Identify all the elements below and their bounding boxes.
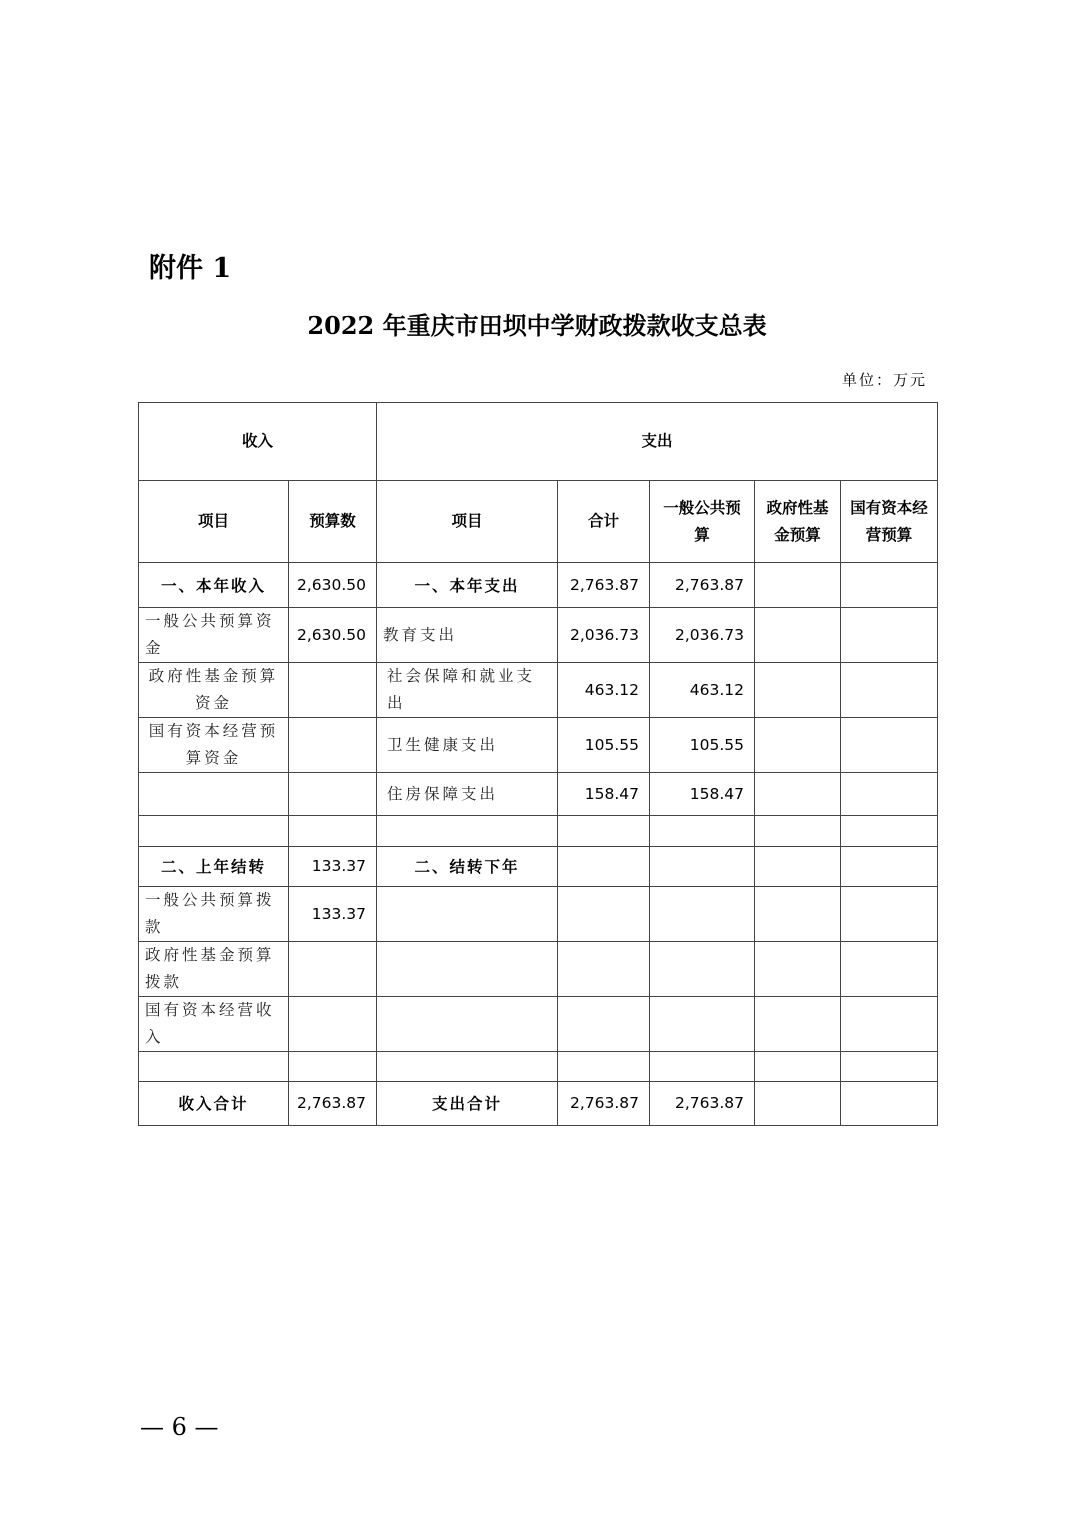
total-value bbox=[558, 997, 650, 1052]
income-value bbox=[289, 663, 377, 718]
income-value bbox=[289, 942, 377, 997]
table-row bbox=[139, 816, 938, 847]
table-row bbox=[139, 608, 938, 663]
general-value bbox=[650, 887, 755, 942]
fund-value bbox=[755, 718, 841, 773]
general-value: 2,763.87 bbox=[650, 1082, 755, 1126]
budget-table bbox=[138, 402, 938, 1126]
state-value bbox=[841, 608, 938, 663]
table-row bbox=[139, 718, 938, 773]
income-item: 国有资本经营预算资金 bbox=[139, 718, 289, 773]
total-value bbox=[558, 942, 650, 997]
income-value bbox=[289, 1052, 377, 1082]
state-value bbox=[841, 942, 938, 997]
expense-item: 住房保障支出 bbox=[377, 773, 558, 816]
fund-value bbox=[755, 997, 841, 1052]
page-number: — 6 — bbox=[140, 1413, 219, 1441]
expense-group-header: 支出 bbox=[377, 403, 938, 481]
income-total-value: 2,763.87 bbox=[289, 1082, 377, 1126]
general-value bbox=[650, 1052, 755, 1082]
totals-row bbox=[139, 1082, 938, 1126]
fund-value bbox=[755, 773, 841, 816]
expense-item bbox=[377, 942, 558, 997]
table-row bbox=[139, 663, 938, 718]
fund-value bbox=[755, 887, 841, 942]
income-item bbox=[139, 773, 289, 816]
expense-item bbox=[377, 1052, 558, 1082]
expense-item: 一、本年支出 bbox=[377, 563, 558, 608]
unit-label: 单位：万元 bbox=[841, 371, 927, 389]
income-value bbox=[289, 773, 377, 816]
table-row bbox=[139, 942, 938, 997]
expense-item: 社会保障和就业支出 bbox=[377, 663, 558, 718]
table-row bbox=[139, 887, 938, 942]
state-value bbox=[841, 718, 938, 773]
general-value: 2,036.73 bbox=[650, 608, 755, 663]
expense-item: 教育支出 bbox=[377, 608, 558, 663]
income-value: 133.37 bbox=[289, 847, 377, 887]
income-item: 国有资本经营收入 bbox=[139, 997, 289, 1052]
fund-value bbox=[755, 1082, 841, 1126]
fund-value bbox=[755, 563, 841, 608]
total-value bbox=[558, 887, 650, 942]
expense-item bbox=[377, 816, 558, 847]
state-value bbox=[841, 816, 938, 847]
expense-item bbox=[377, 887, 558, 942]
expense-item: 卫生健康支出 bbox=[377, 718, 558, 773]
state-value bbox=[841, 663, 938, 718]
attachment-label: 附件 1 bbox=[149, 253, 232, 284]
income-item: 一般公共预算拨款 bbox=[139, 887, 289, 942]
income-item: 政府性基金预算资金 bbox=[139, 663, 289, 718]
state-value bbox=[841, 1082, 938, 1126]
total-value: 2,763.87 bbox=[558, 563, 650, 608]
general-value bbox=[650, 847, 755, 887]
fund-value bbox=[755, 1052, 841, 1082]
income-value bbox=[289, 816, 377, 847]
table-row bbox=[139, 1052, 938, 1082]
general-value bbox=[650, 816, 755, 847]
table-row bbox=[139, 773, 938, 816]
group-header-row bbox=[139, 403, 938, 481]
income-total-label: 收入合计 bbox=[139, 1082, 289, 1126]
total-value bbox=[558, 847, 650, 887]
income-item bbox=[139, 816, 289, 847]
col-income-item: 项目 bbox=[139, 481, 289, 563]
fund-value bbox=[755, 847, 841, 887]
state-value bbox=[841, 563, 938, 608]
fund-value bbox=[755, 816, 841, 847]
income-item: 政府性基金预算拨款 bbox=[139, 942, 289, 997]
total-value: 158.47 bbox=[558, 773, 650, 816]
col-expense-item: 项目 bbox=[377, 481, 558, 563]
state-value bbox=[841, 887, 938, 942]
fund-value bbox=[755, 663, 841, 718]
general-value: 463.12 bbox=[650, 663, 755, 718]
income-value bbox=[289, 997, 377, 1052]
income-item bbox=[139, 1052, 289, 1082]
income-item: 二、上年结转 bbox=[139, 847, 289, 887]
total-value: 2,763.87 bbox=[558, 1082, 650, 1126]
page-title: 2022 年重庆市田坝中学财政拨款收支总表 bbox=[307, 311, 767, 340]
income-item: 一般公共预算资金 bbox=[139, 608, 289, 663]
total-value: 463.12 bbox=[558, 663, 650, 718]
income-value bbox=[289, 718, 377, 773]
state-value bbox=[841, 847, 938, 887]
general-value: 105.55 bbox=[650, 718, 755, 773]
general-value bbox=[650, 942, 755, 997]
fund-value bbox=[755, 942, 841, 997]
general-value bbox=[650, 997, 755, 1052]
col-total: 合计 bbox=[558, 481, 650, 563]
table-row bbox=[139, 997, 938, 1052]
general-value: 2,763.87 bbox=[650, 563, 755, 608]
state-value bbox=[841, 997, 938, 1052]
expense-total-label: 支出合计 bbox=[377, 1082, 558, 1126]
state-value bbox=[841, 1052, 938, 1082]
total-value bbox=[558, 816, 650, 847]
table-row bbox=[139, 563, 938, 608]
col-income-budget: 预算数 bbox=[289, 481, 377, 563]
total-value: 2,036.73 bbox=[558, 608, 650, 663]
income-value: 2,630.50 bbox=[289, 563, 377, 608]
total-value: 105.55 bbox=[558, 718, 650, 773]
fund-value bbox=[755, 608, 841, 663]
income-item: 一、本年收入 bbox=[139, 563, 289, 608]
col-fund-budget: 政府性基金预算 bbox=[755, 481, 841, 563]
col-general-budget: 一般公共预算 bbox=[650, 481, 755, 563]
expense-item bbox=[377, 997, 558, 1052]
column-header-row bbox=[139, 481, 938, 563]
general-value: 158.47 bbox=[650, 773, 755, 816]
col-state-capital-budget: 国有资本经营预算 bbox=[841, 481, 938, 563]
state-value bbox=[841, 773, 938, 816]
income-value: 133.37 bbox=[289, 887, 377, 942]
table-row bbox=[139, 847, 938, 887]
income-group-header: 收入 bbox=[139, 403, 377, 481]
expense-item: 二、结转下年 bbox=[377, 847, 558, 887]
income-value: 2,630.50 bbox=[289, 608, 377, 663]
total-value bbox=[558, 1052, 650, 1082]
